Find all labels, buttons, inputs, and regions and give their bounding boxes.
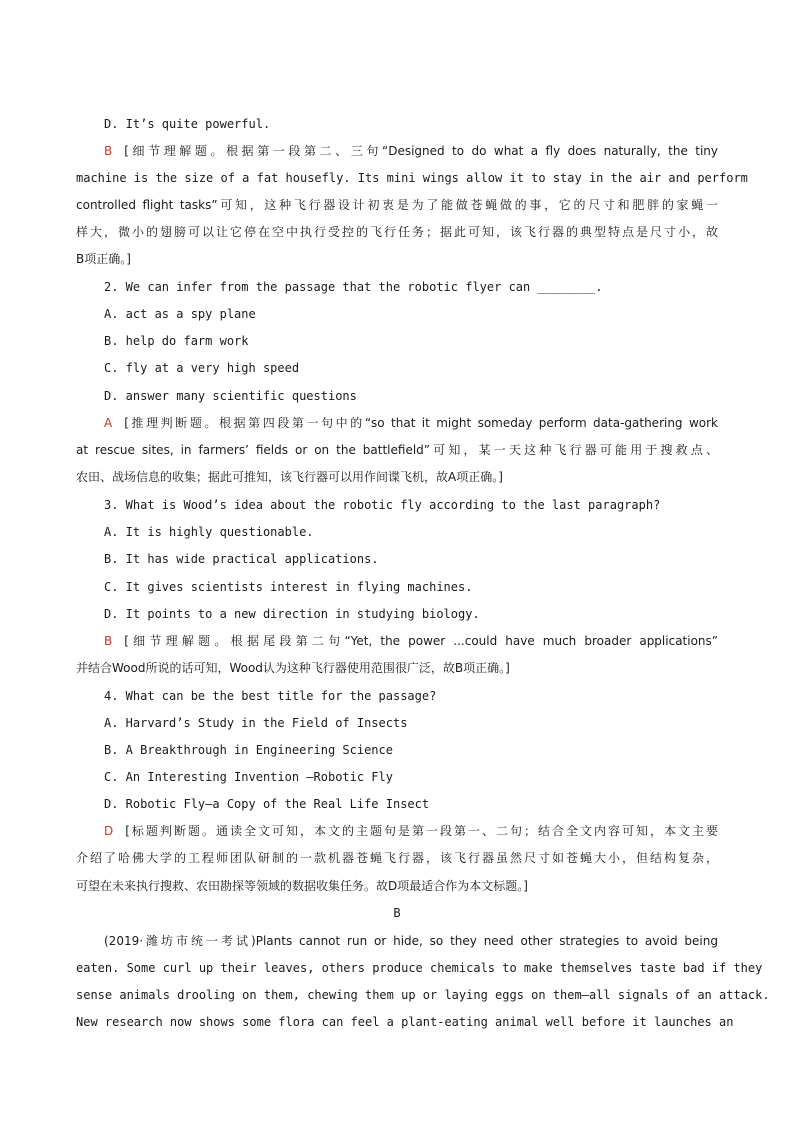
q1-answer: B bbox=[104, 144, 113, 158]
q4-option-c: C. An Interesting Invention —Robotic Fly bbox=[104, 770, 393, 784]
q4-question: 4. What can be the best title for the passage? bbox=[104, 689, 437, 703]
section-b-passage-line: sense animals drooling on them, chewing them up or laying eggs on them—all signals of an attack. bbox=[76, 988, 770, 1002]
q1-option-d: D. It’s quite powerful. bbox=[104, 117, 271, 131]
q4-answer: D bbox=[104, 824, 114, 838]
q3-explanation-line: B [细节理解题。根据尾段第二句“Yet, the power ...could have much broader applications” bbox=[104, 634, 718, 648]
q3-answer: B bbox=[104, 634, 113, 648]
q2-option-c: C. fly at a very high speed bbox=[104, 361, 300, 375]
q3-option-b: B. It has wide practical applications. bbox=[104, 552, 379, 566]
q2-option-b: B. help do farm work bbox=[104, 334, 249, 348]
q4-explanation-line: 可望在未来执行搜救、农田勘探等领域的数据收集任务。故D项最适合作为本文标题。] bbox=[76, 879, 528, 893]
q1-explanation-line: B [细节理解题。根据第一段第二、三句“Designed to do what a fly does naturally, the tiny bbox=[104, 144, 718, 158]
q2-explanation-line: 农田、战场信息的收集；据此可推知，该飞行器可以用作间谍飞机，故A项正确。] bbox=[76, 470, 503, 484]
q4-option-b: B. A Breakthrough in Engineering Science bbox=[104, 743, 393, 757]
q2-option-d: D. answer many scientific questions bbox=[104, 389, 357, 403]
q4-explanation-line: 介绍了哈佛大学的工程师团队研制的一款机器苍蝇飞行器，该飞行器虽然尺寸如苍蝇大小，但结构复杂， bbox=[76, 851, 718, 865]
q3-explanation-line: 并结合Wood所说的话可知，Wood认为这种飞行器使用范围很广泛，故B项正确。] bbox=[76, 661, 510, 675]
q4-explanation-line: D [标题判断题。通读全文可知，本文的主题句是第一段第一、二句；结合全文内容可知，本文主要 bbox=[104, 824, 718, 838]
q4-option-a: A. Harvard’s Study in the Field of Insects bbox=[104, 716, 408, 730]
q2-option-a: A. act as a spy plane bbox=[104, 307, 256, 321]
q1-explanation-line: controlled flight tasks”可知，这种飞行器设计初衷是为了能做苍蝇做的事，它的尺寸和肥胖的家蝇一 bbox=[76, 198, 718, 212]
q1-explanation-line: 样大，微小的翅膀可以让它停在空中执行受控的飞行任务；据此可知，该飞行器的典型特点是尺寸小，故 bbox=[76, 225, 718, 239]
q3-question: 3. What is Wood’s idea about the robotic fly according to the last paragraph? bbox=[104, 498, 661, 512]
q2-explanation-line: at rescue sites, in farmers’ fields or on the battlefield”可知，某一天这种飞行器可能用于搜救点、 bbox=[76, 443, 718, 457]
q1-explanation-line: machine is the size of a fat housefly. Its mini wings allow it to stay in the air and perform bbox=[76, 171, 748, 185]
section-b-passage-line: eaten. Some curl up their leaves, others produce chemicals to make themselves taste bad if they bbox=[76, 961, 763, 975]
q4-option-d: D. Robotic Fly—a Copy of the Real Life Insect bbox=[104, 797, 430, 811]
q2-answer: A bbox=[104, 416, 113, 430]
q2-explanation-line: A [推理判断题。根据第四段第一句中的“so that it might someday perform data-gathering work bbox=[104, 416, 718, 430]
section-b-label: B bbox=[393, 906, 401, 920]
q1-explanation-line: B项正确。] bbox=[76, 252, 131, 266]
section-b-passage-line: New research now shows some flora can feel a plant-eating animal well before it launches an bbox=[76, 1015, 734, 1029]
q3-option-a: A. It is highly questionable. bbox=[104, 525, 314, 539]
q3-option-c: C. It gives scientists interest in flying machines. bbox=[104, 580, 473, 594]
section-b-passage-line: (2019·潍坊市统一考试)Plants cannot run or hide, so they need other strategies to avoid being bbox=[104, 934, 718, 948]
q3-option-d: D. It points to a new direction in studying biology. bbox=[104, 607, 480, 621]
q2-question: 2. We can infer from the passage that the robotic flyer can ________. bbox=[104, 280, 603, 294]
